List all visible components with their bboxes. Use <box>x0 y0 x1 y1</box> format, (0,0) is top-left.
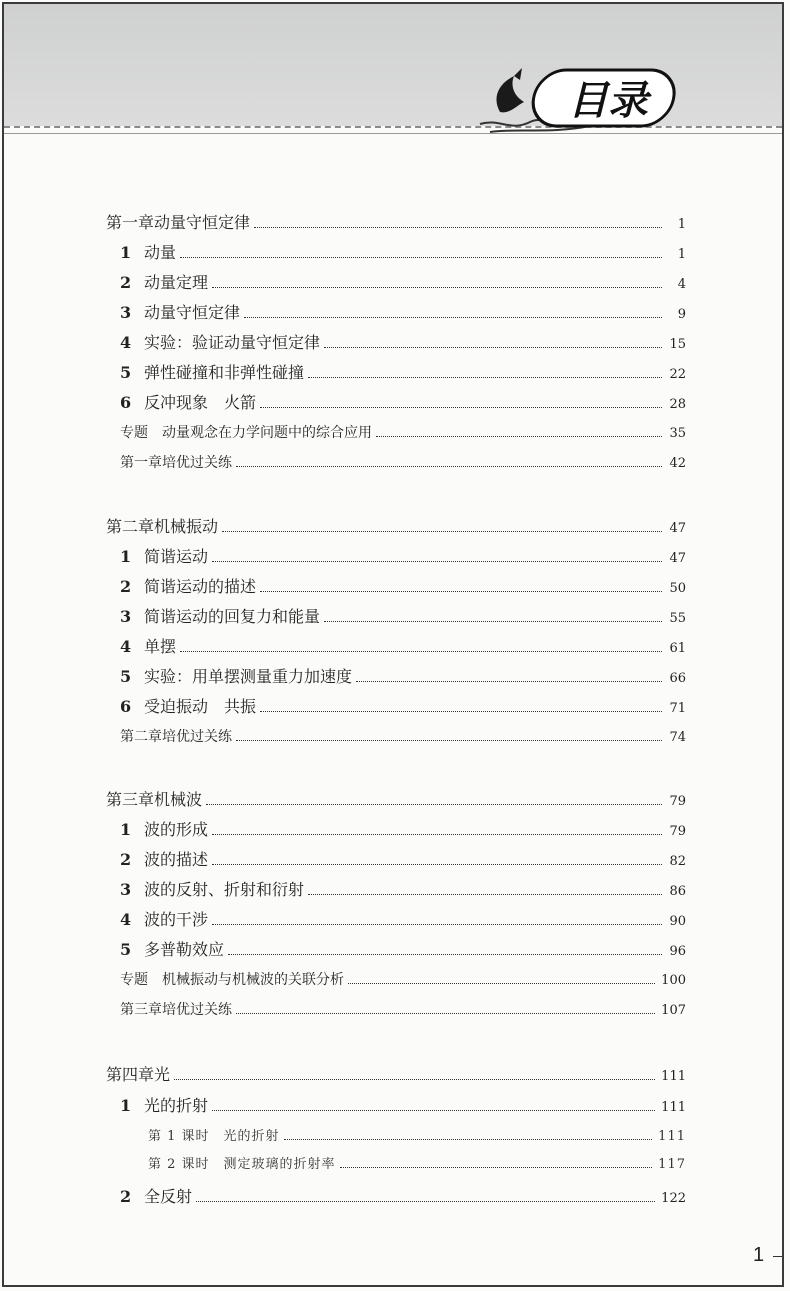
section-number: 4 <box>120 910 132 929</box>
section-number: 2 <box>120 273 132 292</box>
section-number: 1 <box>120 820 132 839</box>
section-number: 2 <box>120 577 132 596</box>
chapter-number: 第一章 <box>106 213 155 232</box>
section-number: 5 <box>120 667 132 686</box>
section-number: 6 <box>120 697 132 716</box>
section-title: 波的干涉 <box>144 910 209 929</box>
chapter-number: 第四章 <box>106 1065 155 1084</box>
page-ref: 15 <box>669 337 686 352</box>
section-number: 5 <box>120 363 132 382</box>
section-number: 1 <box>120 547 132 566</box>
lesson-title: 测定玻璃的折射率 <box>223 1157 336 1172</box>
special-title: 动量观念在力学问题中的综合应用 <box>162 425 372 441</box>
page-ref: 79 <box>669 794 686 809</box>
page-ref: 66 <box>669 671 686 686</box>
chapter-title: 机械振动 <box>154 517 219 536</box>
section-title: 简谐运动 <box>144 547 209 566</box>
page-ref: 111 <box>661 1069 686 1084</box>
page-ref: 111 <box>661 1100 686 1115</box>
page-ref: 74 <box>669 730 686 745</box>
section-number: 3 <box>120 303 132 322</box>
contents-title: 目录 <box>568 78 648 124</box>
section-number: 4 <box>120 333 132 352</box>
section-title: 动量 <box>144 243 177 262</box>
page-ref: 90 <box>669 914 686 929</box>
special-title: 第二章培优过关练 <box>120 729 232 745</box>
section-number: 3 <box>120 880 132 899</box>
page-ref: 22 <box>669 367 686 382</box>
page-ref: 55 <box>669 611 686 626</box>
page-frame <box>2 2 784 1287</box>
page-ref: 47 <box>669 551 686 566</box>
section-title: 波的描述 <box>144 850 209 869</box>
page-ref: 47 <box>669 521 686 536</box>
section-number: 2 <box>120 1187 132 1206</box>
lesson-title: 光的折射 <box>223 1129 280 1144</box>
chapter-title: 光 <box>154 1065 171 1084</box>
section-number: 2 <box>120 850 132 869</box>
page-ref: 86 <box>669 884 686 899</box>
section-number: 5 <box>120 940 132 959</box>
page-ref: 1 <box>677 247 686 262</box>
page-ref: 79 <box>669 824 686 839</box>
page-ref: 96 <box>669 944 686 959</box>
special-title: 机械振动与机械波的关联分析 <box>162 972 344 988</box>
section-title: 全反射 <box>144 1187 193 1206</box>
section-title: 反冲现象 火箭 <box>144 393 257 412</box>
page-ref: 4 <box>677 277 686 292</box>
section-title: 波的反射、折射和衍射 <box>144 880 305 899</box>
section-title: 多普勒效应 <box>144 940 225 959</box>
chapter-title: 动量守恒定律 <box>154 213 251 232</box>
chapter-number: 第三章 <box>106 790 155 809</box>
page-number: 1 <box>753 1244 765 1266</box>
page-ref: 122 <box>661 1191 686 1206</box>
page-ref: 117 <box>658 1157 686 1172</box>
section-title: 简谐运动的回复力和能量 <box>144 607 321 626</box>
page-ref: 42 <box>669 456 686 471</box>
page-ref: 50 <box>669 581 686 596</box>
section-number: 4 <box>120 637 132 656</box>
section-title: 波的形成 <box>144 820 209 839</box>
special-title: 第一章培优过关练 <box>120 455 232 471</box>
page-ref: 35 <box>669 426 686 441</box>
section-title: 动量守恒定律 <box>144 303 241 322</box>
page-ref: 1 <box>677 217 686 232</box>
section-title: 光的折射 <box>144 1096 209 1115</box>
lesson-label: 第 1 课时 <box>148 1129 210 1144</box>
page-ref: 107 <box>661 1003 686 1018</box>
section-title: 实验：验证动量守恒定律 <box>144 333 321 352</box>
section-title: 简谐运动的描述 <box>144 577 257 596</box>
page-ref: 71 <box>669 701 686 716</box>
page-ref: 111 <box>658 1129 686 1144</box>
section-number: 3 <box>120 607 132 626</box>
page-ref: 28 <box>669 397 686 412</box>
page-ref: 61 <box>669 641 686 656</box>
chapter-number: 第二章 <box>106 517 155 536</box>
section-number: 1 <box>120 1096 132 1115</box>
section-title: 弹性碰撞和非弹性碰撞 <box>144 363 305 382</box>
section-title: 单摆 <box>144 637 177 656</box>
special-label: 专题 <box>120 972 148 988</box>
page-ref: 9 <box>677 307 686 322</box>
page-ref: 82 <box>669 854 686 869</box>
section-title: 动量定理 <box>144 273 209 292</box>
section-number: 1 <box>120 243 132 262</box>
section-title: 受迫振动 共振 <box>144 697 257 716</box>
special-label: 专题 <box>120 425 148 441</box>
page-ref: 100 <box>661 973 686 988</box>
section-number: 6 <box>120 393 132 412</box>
lesson-label: 第 2 课时 <box>148 1157 210 1172</box>
special-title: 第三章培优过关练 <box>120 1002 232 1018</box>
section-title: 实验：用单摆测量重力加速度 <box>144 667 353 686</box>
chapter-title: 机械波 <box>154 790 203 809</box>
